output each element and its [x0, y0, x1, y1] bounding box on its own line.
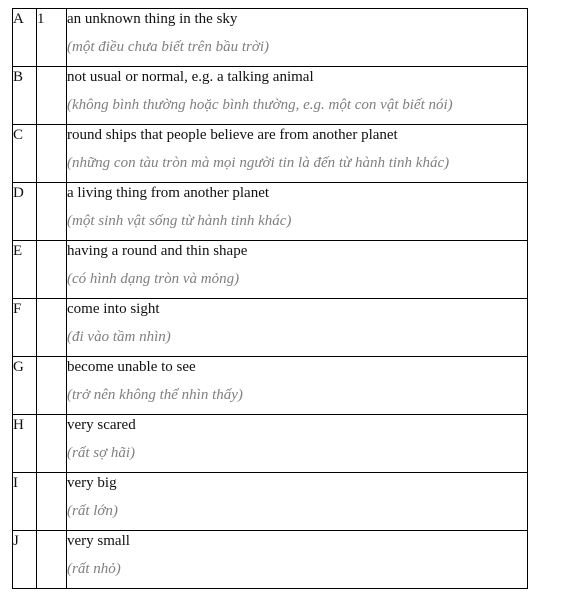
table-row — [13, 67, 528, 125]
row-letter: J — [13, 531, 37, 589]
vietnamese-translation: (có hình dạng tròn và mỏng) — [67, 271, 240, 287]
answer-cell[interactable] — [37, 473, 67, 531]
definition-cell — [67, 531, 528, 589]
definition-cell — [67, 415, 528, 473]
english-definition: very scared — [67, 417, 136, 433]
row-letter: G — [13, 357, 37, 415]
row-letter: C — [13, 125, 37, 183]
vietnamese-translation: (rất nhỏ) — [67, 561, 121, 577]
definition-cell — [67, 357, 528, 415]
vietnamese-translation: (một sinh vật sống từ hành tinh khác) — [67, 213, 292, 229]
definition-cell — [67, 9, 528, 67]
english-definition: not usual or normal, e.g. a talking animal — [67, 69, 314, 85]
vietnamese-translation: (rất sợ hãi) — [67, 445, 136, 461]
definition-cell — [67, 473, 528, 531]
definition-cell — [67, 183, 528, 241]
answer-cell[interactable] — [37, 531, 67, 589]
answer-cell[interactable] — [37, 241, 67, 299]
answer-cell[interactable] — [37, 125, 67, 183]
table-row — [13, 357, 528, 415]
row-letter: D — [13, 183, 37, 241]
english-definition: come into sight — [67, 301, 160, 317]
english-definition: round ships that people believe are from another planet — [67, 127, 398, 143]
row-letter: I — [13, 473, 37, 531]
vietnamese-translation: (trở nên không thể nhìn thấy) — [67, 387, 243, 403]
row-letter: A — [13, 9, 37, 67]
vietnamese-translation: (những con tàu tròn mà mọi người tin là đến từ hành tinh khác) — [67, 155, 450, 171]
english-definition: very big — [67, 475, 117, 491]
table-row — [13, 9, 528, 67]
table-row — [13, 299, 528, 357]
definition-cell — [67, 125, 528, 183]
english-definition: having a round and thin shape — [67, 243, 248, 259]
answer-cell[interactable] — [37, 357, 67, 415]
definition-cell — [67, 67, 528, 125]
english-definition: become unable to see — [67, 359, 196, 375]
table-row — [13, 125, 528, 183]
row-letter: H — [13, 415, 37, 473]
english-definition: very small — [67, 533, 130, 549]
vocabulary-matching-table — [12, 8, 528, 589]
answer-cell[interactable] — [37, 67, 67, 125]
answer-cell[interactable] — [37, 183, 67, 241]
table-row — [13, 183, 528, 241]
english-definition: an unknown thing in the sky — [67, 11, 238, 27]
definition-cell — [67, 241, 528, 299]
definition-cell — [67, 299, 528, 357]
row-letter: E — [13, 241, 37, 299]
row-letter: B — [13, 67, 37, 125]
english-definition: a living thing from another planet — [67, 185, 270, 201]
vietnamese-translation: (đi vào tầm nhìn) — [67, 329, 171, 345]
vietnamese-translation: (không bình thường hoặc bình thường, e.g. một con vật biết nói) — [67, 97, 453, 113]
vietnamese-translation: (một điều chưa biết trên bầu trời) — [67, 39, 269, 55]
answer-cell[interactable] — [37, 415, 67, 473]
table-row — [13, 531, 528, 589]
row-letter: F — [13, 299, 37, 357]
answer-cell[interactable]: 1 — [37, 9, 67, 67]
table-row — [13, 473, 528, 531]
table-row — [13, 415, 528, 473]
table-row — [13, 241, 528, 299]
vietnamese-translation: (rất lớn) — [67, 503, 118, 519]
answer-cell[interactable] — [37, 299, 67, 357]
